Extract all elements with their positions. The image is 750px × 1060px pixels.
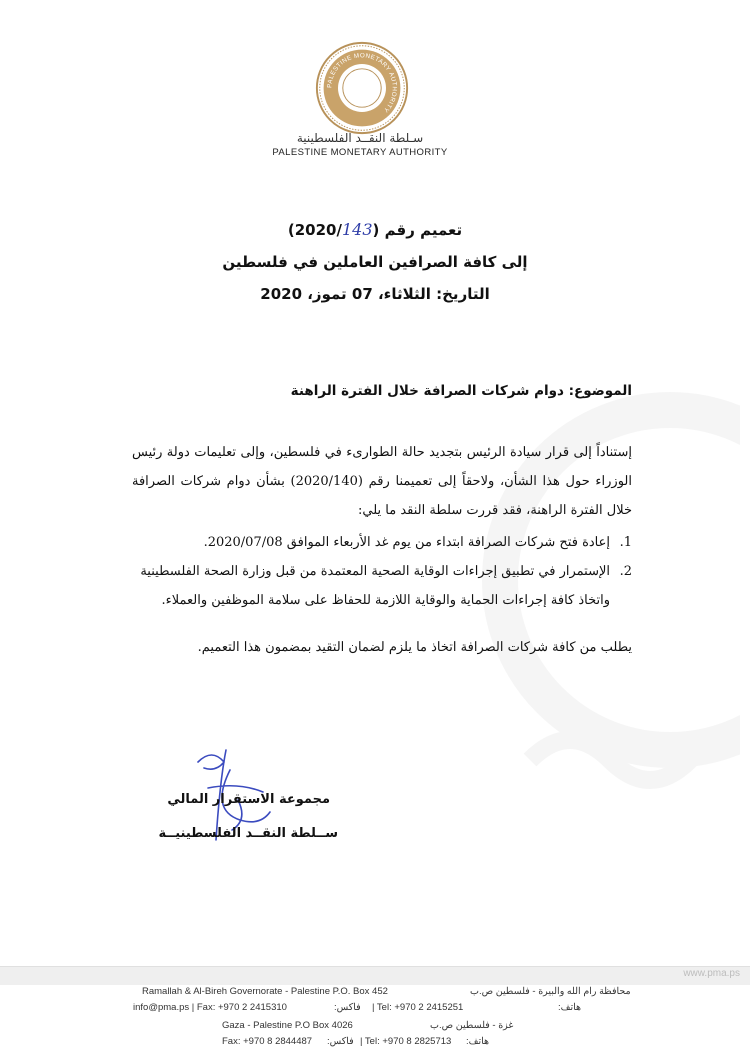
footer-gaza-address-ar: غزة - فلسطين ص.ب	[430, 1020, 514, 1031]
date-line: التاريخ: الثلاثاء، 07 تموز، 2020	[260, 285, 490, 303]
org-name-english: PALESTINE MONETARY AUTHORITY	[272, 147, 448, 158]
list-item-number: 1.	[619, 535, 632, 550]
recipients-line: إلى كافة الصرافين العاملين في فلسطين	[222, 253, 528, 271]
list-item	[132, 528, 632, 557]
seal-text: PALESTINE MONETARY AUTHORITY	[326, 52, 398, 114]
numbered-list	[132, 528, 632, 615]
signature-organization: ســلطة النقــد الفلسطينيــة	[158, 826, 338, 841]
list-item-text: الإستمرار في تطبيق إجراءات الوقاية الصحية المعتمدة من قبل وزارة الصحة الفلسطينية واتخاذ كافة إجراءات الحماية والوقاية اللازمة للحفاظ على سلامة الموظفين والعملاء.	[140, 564, 610, 608]
pma-seal-logo	[314, 40, 410, 136]
subject-line: الموضوع: دوام شركات الصرافة خلال الفترة الراهنة	[290, 383, 632, 399]
footer-ramallah-email-fax: info@pma.ps | Fax: +970 2 2415310	[133, 1002, 287, 1013]
handwritten-number: 143	[341, 220, 373, 239]
closing-sentence: يطلب من كافة شركات الصرافة اتخاذ ما يلزم لضمان التقيد بمضمون هذا التعميم.	[197, 640, 632, 655]
footer-ramallah-fax-ar: فاكس:	[334, 1002, 361, 1013]
footer-ramallah-tel-ar: هاتف:	[558, 1002, 582, 1013]
signature-department: مجموعة الاستقرار المالي	[167, 792, 330, 807]
footer-gaza-address-en: Gaza - Palestine P.O Box 4026	[222, 1020, 353, 1031]
footer-band	[0, 966, 750, 985]
list-item-number: 2.	[619, 564, 632, 579]
footer-gaza-tel: | Tel: +970 8 2825713	[360, 1036, 452, 1047]
footer-ramallah-address-ar: محافظة رام الله والبيرة - فلسطين ص.ب	[470, 986, 631, 997]
circular-number: (2020/143)	[287, 220, 380, 239]
footer-ramallah-tel: | Tel: +970 2 2415251	[372, 1002, 464, 1013]
footer-gaza-fax: Fax: +970 8 2844487	[222, 1036, 313, 1047]
footer-website: www.pma.ps	[683, 968, 740, 979]
circular-number-line	[100, 220, 650, 240]
body-paragraph: إستناداً إلى قرار سيادة الرئيس بتجديد حالة الطوارىء في فلسطين، وإلى تعليمات دولة رئيس الوزراء حول هذا الشأن، ولاحقاً إلى تعميمنا رقم (2020/140) بشأن دوام شركات الصرافة خلال الفترة الراهنة، فقد قررت سلطة النقد ما يلي:	[132, 445, 633, 518]
footer-gaza-tel-ar: هاتف:	[466, 1036, 490, 1047]
org-name-arabic: سـلطة النقــد الفلسطينية	[296, 131, 424, 145]
title-block	[100, 220, 650, 316]
footer-gaza-fax-ar: فاكس:	[327, 1036, 354, 1047]
list-item-text: إعادة فتح شركات الصرافة ابتداء من يوم غد الأربعاء الموافق 2020/07/08.	[203, 535, 610, 550]
footer-ramallah-address-en: Ramallah & Al-Bireh Governorate - Palestine P.O. Box 452	[142, 986, 388, 997]
list-item	[132, 557, 632, 615]
circular-label: تعميم رقم	[384, 221, 463, 239]
